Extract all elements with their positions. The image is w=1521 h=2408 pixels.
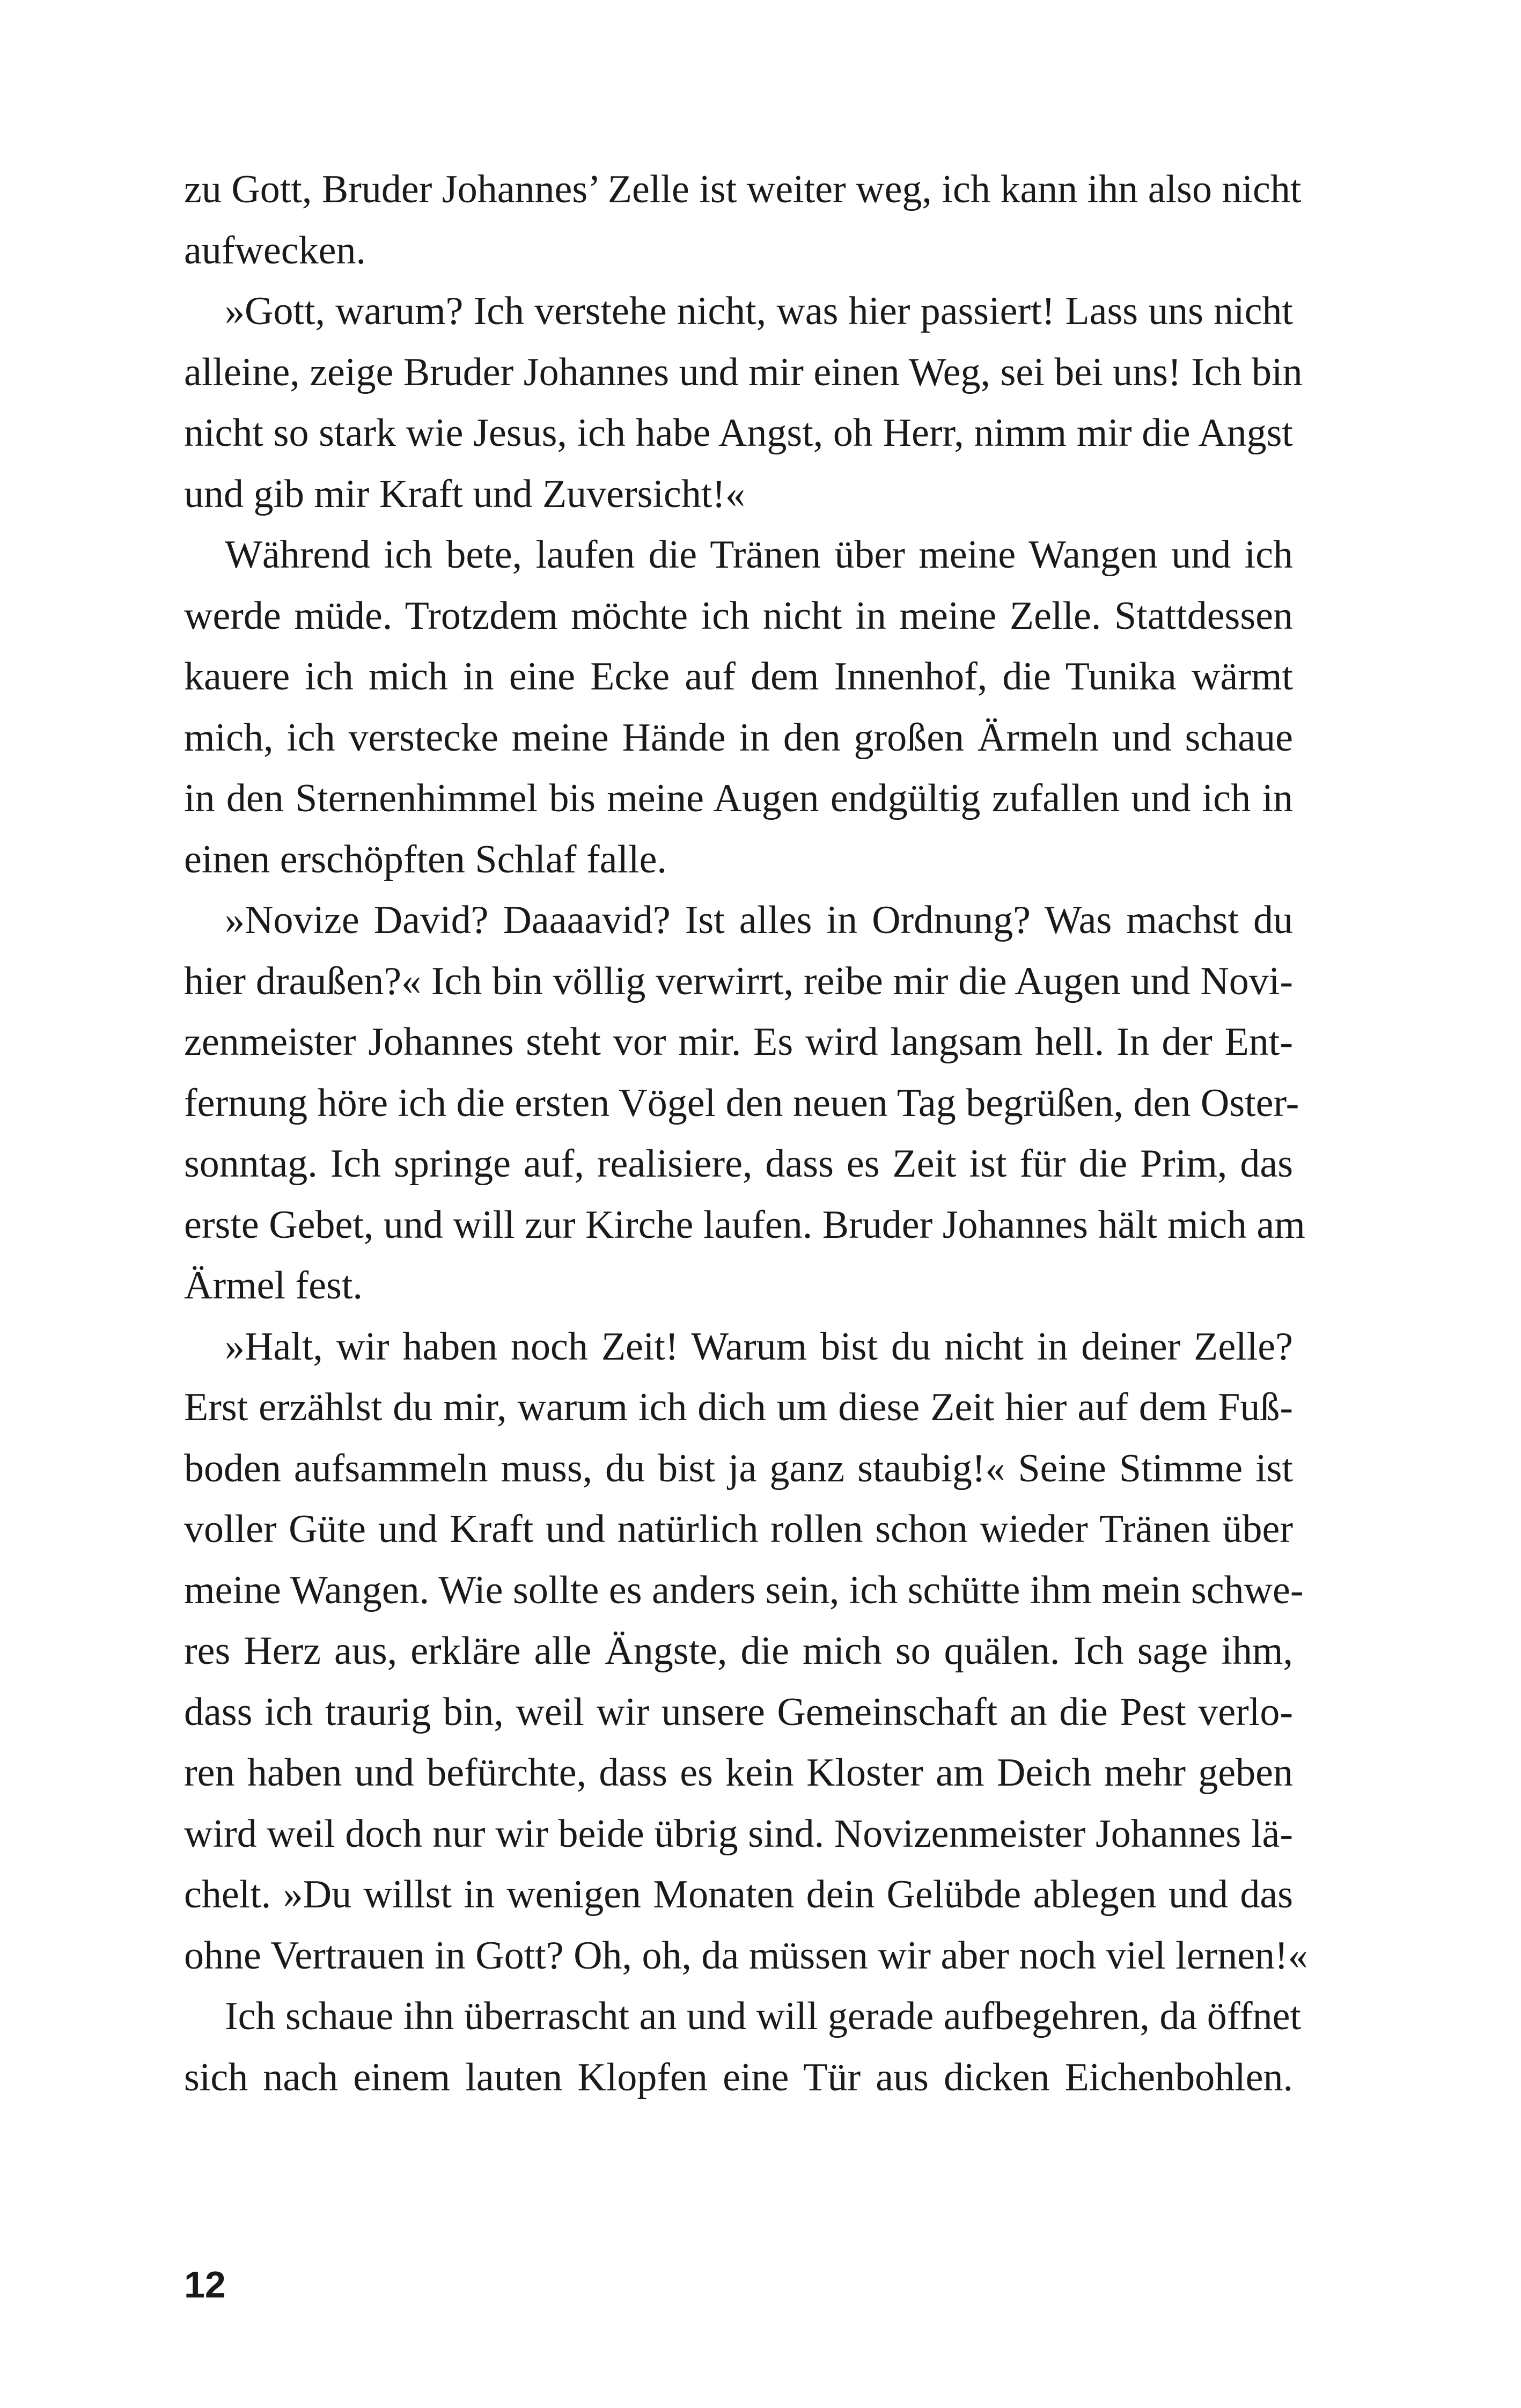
text-line: Ärmel fest. — [184, 1264, 363, 1308]
text-line: aufwecken. — [184, 228, 366, 273]
text-line: nicht so stark wie Jesus, ich habe Angst, oh Herr, nimm mir die Angst — [184, 411, 1293, 455]
page-number: 12 — [184, 2264, 226, 2306]
text-line: ohne Vertrauen in Gott? Oh, oh, da müssen wir aber noch viel lernen!« — [184, 1933, 1308, 1978]
text-line: ren haben und befürchte, dass es kein Kloster am Deich mehr geben — [184, 1751, 1293, 1795]
text-line: werde müde. Trotzdem möchte ich nicht in meine Zelle. Stattdessen — [184, 593, 1293, 638]
text-line: »Halt, wir haben noch Zeit! Warum bist du nicht in deiner Zelle? — [225, 1324, 1293, 1369]
text-line: fernung höre ich die ersten Vögel den neuen Tag begrüßen, den Oster- — [184, 1081, 1299, 1125]
text-line: zu Gott, Bruder Johannes’ Zelle ist weiter weg, ich kann ihn also nicht — [184, 167, 1302, 211]
text-line: zenmeister Johannes steht vor mir. Es wird langsam hell. In der Ent- — [184, 1020, 1293, 1064]
text-line: »Novize David? Daaaavid? Ist alles in Ordnung? Was machst du — [225, 898, 1293, 942]
text-line: Erst erzählst du mir, warum ich dich um diese Zeit hier auf dem Fuß- — [184, 1385, 1293, 1429]
text-line: dass ich traurig bin, weil wir unsere Gemeinschaft an die Pest verlo- — [184, 1690, 1293, 1734]
text-line: sonntag. Ich springe auf, realisiere, dass es Zeit ist für die Prim, das — [184, 1142, 1293, 1186]
body-text — [184, 159, 1308, 2108]
text-line: »Gott, warum? Ich verstehe nicht, was hier passiert! Lass uns nicht — [225, 289, 1293, 333]
text-line: meine Wangen. Wie sollte es anders sein, ich schütte ihm mein schwe- — [184, 1568, 1304, 1612]
text-line: in den Sternenhimmel bis meine Augen endgültig zufallen und ich in — [184, 776, 1293, 820]
text-line: und gib mir Kraft und Zuversicht!« — [184, 472, 746, 516]
text-line: boden aufsammeln muss, du bist ja ganz staubig!« Seine Stimme ist — [184, 1446, 1293, 1491]
text-line: kauere ich mich in eine Ecke auf dem Innenhof, die Tunika wärmt — [184, 655, 1293, 699]
text-line: hier draußen?« Ich bin völlig verwirrt, reibe mir die Augen und Novi- — [184, 959, 1293, 1003]
text-line: erste Gebet, und will zur Kirche laufen. Bruder Johannes hält mich am — [184, 1202, 1305, 1247]
text-line: Ich schaue ihn überrascht an und will gerade aufbegehren, da öffnet — [225, 1994, 1302, 2038]
text-line: Während ich bete, laufen die Tränen über meine Wangen und ich — [225, 533, 1293, 577]
text-line: sich nach einem lauten Klopfen eine Tür aus dicken Eichenbohlen. — [184, 2055, 1293, 2099]
text-line: res Herz aus, erkläre alle Ängste, die mich so quälen. Ich sage ihm, — [184, 1629, 1293, 1673]
text-line: voller Güte und Kraft und natürlich rollen schon wieder Tränen über — [184, 1507, 1293, 1551]
text-line: chelt. »Du willst in wenigen Monaten dein Gelübde ablegen und das — [184, 1873, 1293, 1917]
text-line: alleine, zeige Bruder Johannes und mir einen Weg, sei bei uns! Ich bin — [184, 350, 1303, 394]
text-line: mich, ich verstecke meine Hände in den großen Ärmeln und schaue — [184, 715, 1293, 760]
text-line: einen erschöpften Schlaf falle. — [184, 837, 667, 882]
text-line: wird weil doch nur wir beide übrig sind. Novizenmeister Johannes lä- — [184, 1811, 1293, 1856]
